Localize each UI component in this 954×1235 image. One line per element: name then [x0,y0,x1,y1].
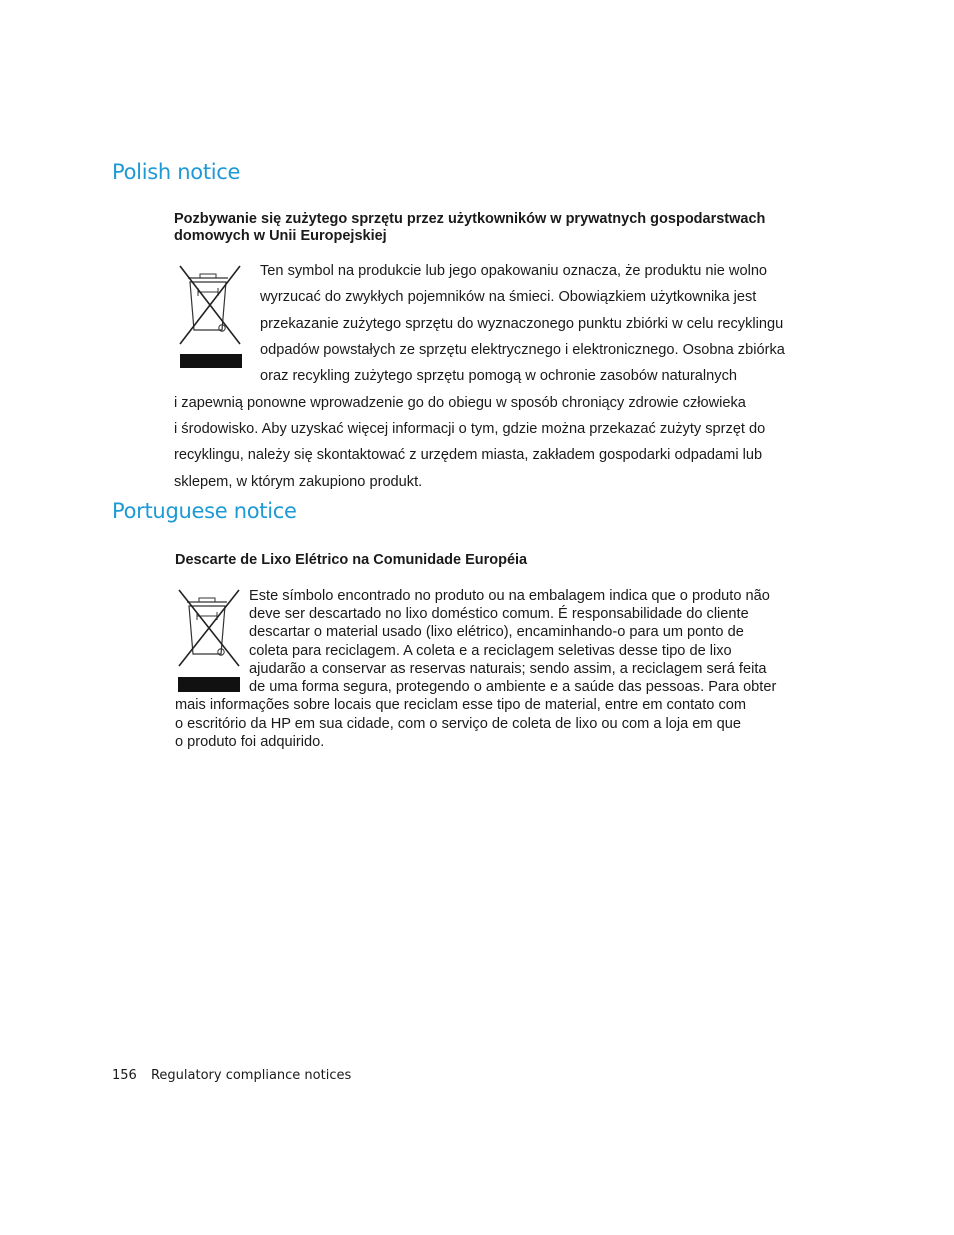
polish-paragraph-line: wyrzucać do zwykłych pojemników na śmieci. Obowiązkiem użytkownika jest [260,289,757,305]
crossed-out-wheelie-bin-icon [176,264,246,370]
polish-subheading-line-1: Pozbywanie się zużytego sprzętu przez użytkowników w prywatnych gospodarstwach [174,211,766,227]
portuguese-paragraph-line: coleta para reciclagem. A coleta e a reciclagem seletivas desse tipo de lixo [249,643,732,659]
portuguese-paragraph-line: deve ser descartado no lixo doméstico comum. É responsabilidade do cliente [249,606,749,622]
crossed-out-wheelie-bin-icon [175,588,245,694]
polish-notice-heading: Polish notice [112,160,241,184]
polish-subheading-line-2: domowych w Unii Europejskiej [174,228,387,244]
page-number: 156 [112,1068,137,1083]
page-footer [112,1068,351,1083]
portuguese-paragraph-line: mais informações sobre locais que reciclam esse tipo de material, entre em contato com [175,697,747,713]
polish-paragraph-line: sklepem, w którym zakupiono produkt. [174,474,423,490]
portuguese-notice-heading: Portuguese notice [112,499,297,523]
portuguese-paragraph-line: o escritório da HP em sua cidade, com o serviço de coleta de lixo ou com a loja em que [175,716,741,732]
polish-paragraph-line: odpadów powstałych ze sprzętu elektrycznego i elektronicznego. Osobna zbiórka [260,342,785,358]
portuguese-paragraph-line: Este símbolo encontrado no produto ou na embalagem indica que o produto não [249,588,770,604]
polish-paragraph-line: oraz recykling zużytego sprzętu pomogą w ochronie zasobów naturalnych [260,368,737,384]
polish-subheading [174,211,765,245]
footer-section-title: Regulatory compliance notices [150,1068,352,1083]
portuguese-paragraph-line: de uma forma segura, protegendo o ambiente e a saúde das pessoas. Para obter [249,679,777,695]
polish-paragraph-line: i środowisko. Aby uzyskać więcej informacji o tym, gdzie można przekazać zużyty sprzęt do [174,421,766,437]
polish-paragraph-line: recyklingu, należy się skontaktować z urzędem miasta, zakładem gospodarki odpadami lub [174,447,763,463]
portuguese-paragraph-line: o produto foi adquirido. [175,734,325,750]
polish-paragraph-line: i zapewnią ponowne wprowadzenie go do obiegu w sposób chroniący zdrowie człowieka [174,395,746,411]
portuguese-paragraph-line: descartar o material usado (lixo elétrico), encaminhando-o para um ponto de [249,624,744,640]
polish-paragraph-line: przekazanie zużytego sprzętu do wyznaczonego punktu zbiórki w celu recyklingu [260,316,784,332]
portuguese-paragraph-line: ajudarão a conservar as reservas naturais; sendo assim, a reciclagem será feita [249,661,767,677]
portuguese-subheading: Descarte de Lixo Elétrico na Comunidade Européia [175,552,528,568]
polish-paragraph-line: Ten symbol na produkcie lub jego opakowaniu oznacza, że produktu nie wolno [260,263,768,279]
